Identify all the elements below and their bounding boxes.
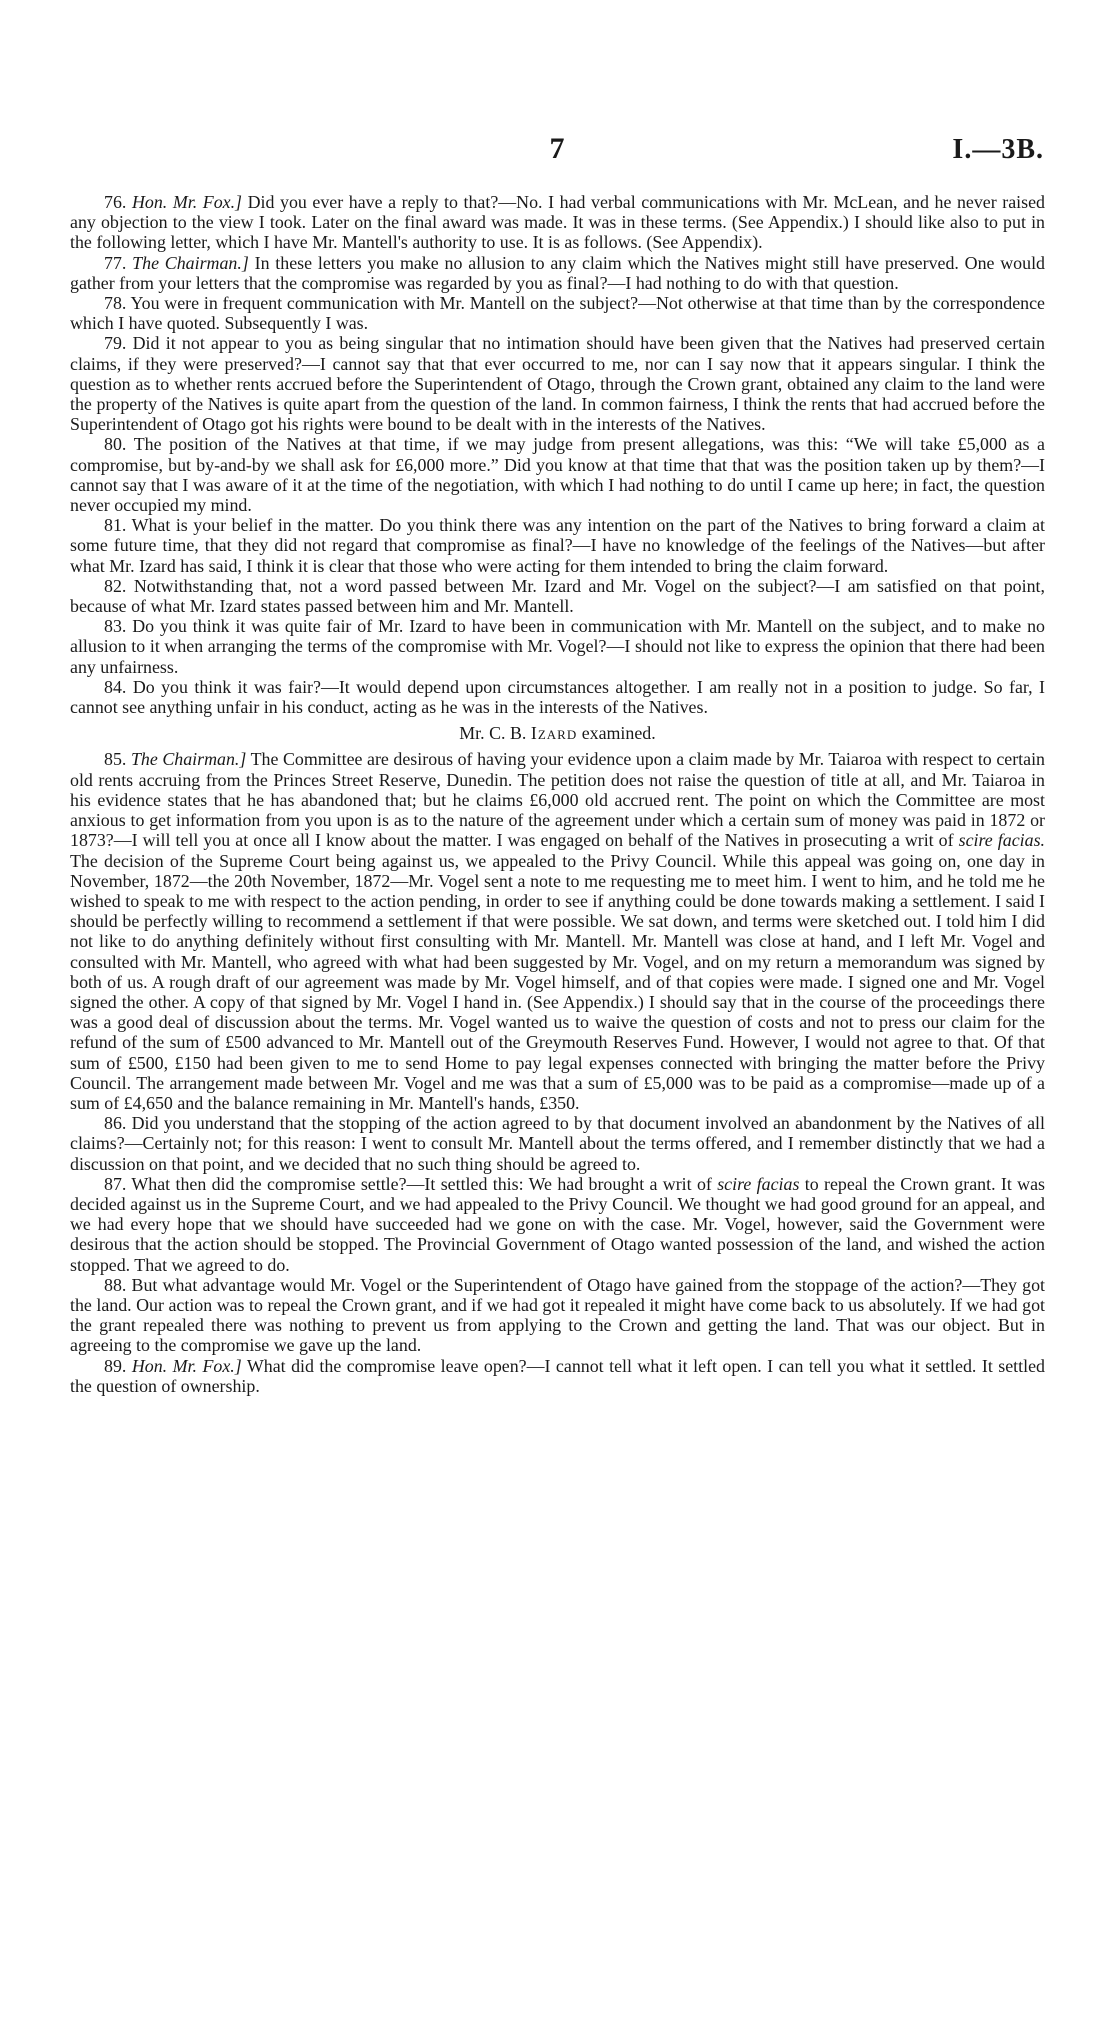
page-number: 7 [549,132,565,165]
paragraph-83: 83. Do you think it was quite fair of Mr. Izard to have been in communication with Mr. Mantell on the subject, and to make no allusion to it when arranging the terms of the compromise with Mr. Vogel?—I should not like to express the opinion that there had been any unfairness. [70,616,1045,677]
speaker: The Chairman.] [130,749,247,770]
paragraph-89: 89. Hon. Mr. Fox.] What did the compromise leave open?—I cannot tell what it left open. I can tell you what it settled. It settled the question of ownership. [70,1355,1045,1396]
speaker: Hon. Mr. Fox.] [131,1355,242,1376]
document-reference: I.—3B. [952,134,1044,165]
paragraph-86: 86. Did you understand that the stopping of the action agreed to by that document involved an abandonment by the Natives of all claims?—Certainly not; for this reason: I went to consult Mr. Mantell about the terms offered, and I remember distinctly that we had a discussion on that point, and we decided that no such thing should be agreed to. [70,1113,1045,1174]
paragraph-80: 80. The position of the Natives at that time, if we may judge from present allegations, was this: “We will take £5,000 as a compromise, but by-and-by we shall ask for £6,000 more.” Did you know at that time that that was the position taken up by them?—I cannot say that I was aware of it at the time of the negotiation, with which I had nothing to do until I came up here; in fact, the question never occupied my mind. [70,434,1045,516]
speaker: The Chairman.] [132,252,249,273]
paragraph-79: 79. Did it not appear to you as being singular that no intimation should have been given that the Natives had preserved certain claims, if they were preserved?—I cannot say that that ever occurred to me, nor can I say now that it appears singular. I think the question as to whether rents accrued before the Superintendent of Otago, through the Crown grant, obtained any claim to the land were the property of the Natives is quite apart from the question of the land. In common fairness, I think the rents that had accrued before the Superintendent of Otago got his rights were bound to be dealt with in the interests of the Natives. [70,333,1045,435]
paragraph-78: 78. You were in frequent communication with Mr. Mantell on the subject?—Not otherwise at that time than by the correspondence which I have quoted. Subsequently I was. [70,293,1045,334]
section-heading: Mr. C. B. Izard examined. [459,723,656,744]
paragraph-77: 77. The Chairman.] In these letters you make no allusion to any claim which the Natives might still have preserved. One would gather from your letters that the compromise was regarded by you as final?—I had nothing to do with that question. [70,252,1045,293]
paragraph-81: 81. What is your belief in the matter. Do you think there was any intention on the part of the Natives to bring forward a claim at some future time, that they did not regard that compromise as final?—I have no knowledge of the feelings of the Natives—but after what Mr. Izard has said, I think it is clear that those who were acting for them intended to bring the claim forward. [70,515,1045,576]
paragraph-87: 87. What then did the compromise settle?—It settled this: We had brought a writ of scire facias to repeal the Crown grant. It was decided against us in the Supreme Court, and we had appealed to the Privy Council. We thought we had good ground for an appeal, and we had every hope that we should have succeeded had we gone on with the case. Mr. Vogel, however, said the Government were desirous that the action should be stopped. The Provincial Government of Otago wanted possession of the land, and wished the action stopped. That we agreed to do. [70,1173,1045,1275]
document-body [70,192,1045,1396]
paragraph-85: 85. The Chairman.] The Committee are desirous of having your evidence upon a claim made by Mr. Taiaroa with respect to certain old rents accruing from the Princes Street Reserve, Dunedin. The petition does not raise the question of title at all, and Mr. Taiaroa in his evidence states that he has abandoned that; but he claims £6,000 old accrued rent. The point on which the Committee are most anxious to get information from you upon is as to the nature of the agreement under which a certain sum of money was paid in 1872 or 1873?—I will tell you at once all I know about the matter. I was engaged on behalf of the Natives in prosecuting a writ of scire facias. The decision of the Supreme Court being against us, we appealed to the Privy Council. While this appeal was going on, one day in November, 1872—the 20th November, 1872—Mr. Vogel sent a note to me requesting me to meet him. I went to him, and he told me he wished to speak to me with respect to the action pending, in order to see if anything could be done towards making a settlement. I said I should be perfectly willing to recommend a settlement if that were possible. We sat down, and terms were sketched out. I told him I did not like to do anything definitely without first consulting with Mr. Mantell. Mr. Mantell was close at hand, and I left Mr. Vogel and consulted with Mr. Mantell, who agreed with what had been suggested by Mr. Vogel, and on my return a memorandum was signed by both of us. A rough draft of our agreement was made by Mr. Vogel himself, and of that copies were made. I signed one and Mr. Vogel signed the other. A copy of that signed by Mr. Vogel I hand in. (See Appendix.) I should say that in the course of the proceedings there was a good deal of discussion about the terms. Mr. Vogel wanted us to waive the question of costs and not to press our claim for the refund of the sum of £500 advanced to Mr. Mantell out of the Greymouth Reserves Fund. However, I would not agree to that. Of that sum of £500, £150 had been given to me to send Home to pay legal expenses connected with bringing the matter before the Privy Council. The arrangement made between Mr. Vogel and me was that a sum of £5,000 was to be paid as a compromise—made up of a sum of £4,650 and the balance remaining in Mr. Mantell's hands, £350. [70,749,1046,1113]
paragraph-88: 88. But what advantage would Mr. Vogel or the Superintendent of Otago have gained from the stoppage of the action?—They got the land. Our action was to repeal the Crown grant, and if we had got it repealed it might have come back to us absolutely. If we had got the grant repealed there was nothing to prevent us from applying to the Crown and getting the land. That was our object. But in agreeing to the compromise we gave up the land. [70,1274,1045,1356]
speaker: Hon. Mr. Fox.] [131,192,243,212]
paragraph-82: 82. Notwithstanding that, not a word passed between Mr. Izard and Mr. Vogel on the subject?—I am satisfied on that point, because of what Mr. Izard states passed between him and Mr. Mantell. [70,575,1045,617]
paragraph-76: 76. Hon. Mr. Fox.] Did you ever have a reply to that?—No. I had verbal communications with Mr. McLean, and he never raised any objection to the view I took. Later on the final award was made. It was in these terms. (See Appendix.) I should like also to put in the following letter, which I have Mr. Mantell's authority to use. It is as follows. (See Appendix). [70,192,1045,253]
paragraph-84: 84. Do you think it was fair?—It would depend upon circumstances altogether. I am really not in a position to judge. So far, I cannot see anything unfair in his conduct, acting as he was in the interests of the Natives. [70,676,1045,718]
